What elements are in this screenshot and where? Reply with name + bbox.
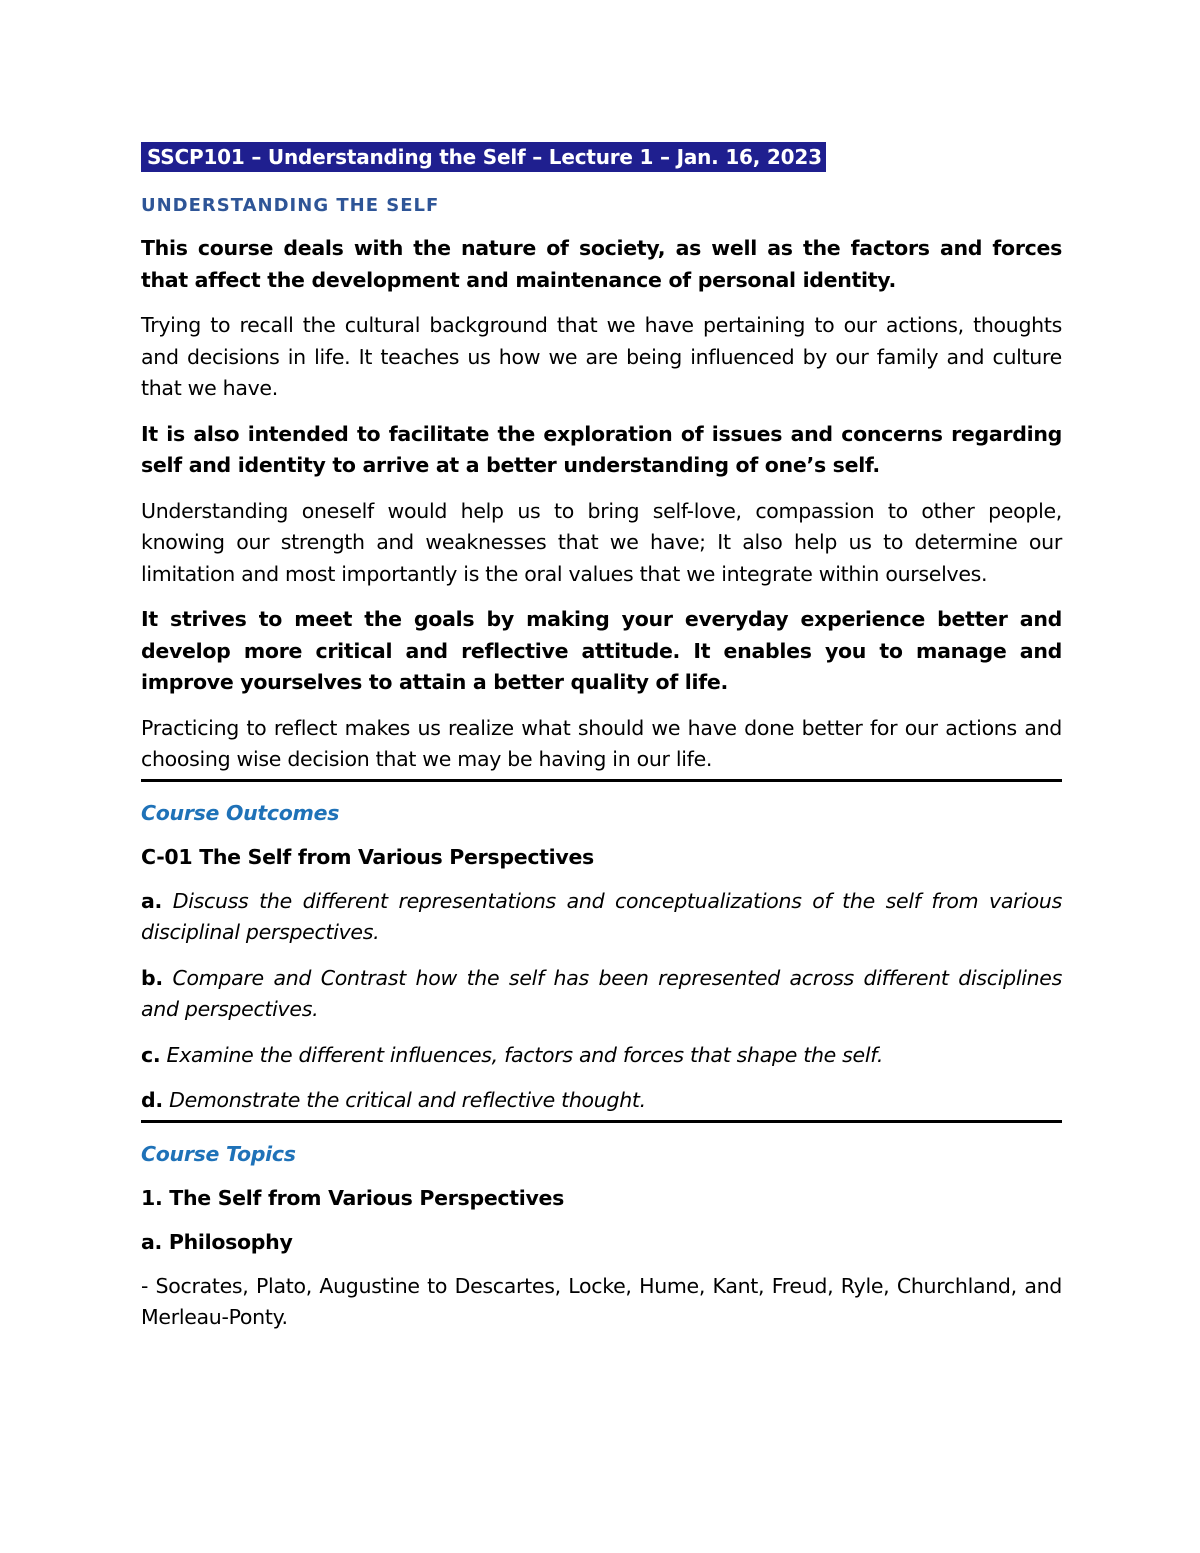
outcome-item xyxy=(141,886,1062,949)
section-heading-understanding-self: UNDERSTANDING THE SELF xyxy=(141,195,440,216)
outcome-subheading: C-01 The Self from Various Perspectives xyxy=(141,844,594,869)
intro-note-paragraph-1: Trying to recall the cultural background that we have pertaining to our actions, thoughts and decisions in life. It teaches us how we are being influenced by our family and culture that we have. xyxy=(141,313,1062,400)
outcome-item-label: a. xyxy=(141,888,163,913)
outcome-item-label: b. xyxy=(141,965,163,990)
outcome-item-text: Compare and Contrast how the self has been represented across different disciplines and perspectives. xyxy=(141,965,1062,1021)
document-page xyxy=(141,142,1062,1334)
intro-bold-paragraph-1: This course deals with the nature of society, as well as the factors and forces that affect the development and maintenance of personal identity. xyxy=(141,236,1062,292)
outcome-item xyxy=(141,1085,1062,1117)
topic-subheading: 1. The Self from Various Perspectives xyxy=(141,1185,565,1210)
outcome-item-label: c. xyxy=(141,1042,161,1067)
section-divider-1 xyxy=(141,779,1062,782)
intro-note-paragraph-2: Understanding oneself would help us to bring self-love, compassion to other people, knowing our strength and weaknesses that we have; It also help us to determine our limitation and most importantly is the oral values that we integrate within ourselves. xyxy=(141,498,1062,586)
outcome-item xyxy=(141,1040,1062,1072)
outcome-item-text: Discuss the different representations and conceptualizations of the self from various disciplinal perspectives. xyxy=(141,888,1062,944)
course-outcomes-heading: Course Outcomes xyxy=(141,800,340,825)
topic-philosophers-list: - Socrates, Plato, Augustine to Descartes, Locke, Hume, Kant, Freud, Ryle, Churchland, and Merleau-Ponty. xyxy=(141,1273,1062,1329)
section-divider-2 xyxy=(141,1120,1062,1123)
intro-bold-paragraph-3: It strives to meet the goals by making your everyday experience better and develop more critical and reflective attitude. It enables you to manage and improve yourselves to attain a better quality of life. xyxy=(141,607,1062,694)
lecture-title-banner: SSCP101 – Understanding the Self – Lecture 1 – Jan. 16, 2023 xyxy=(141,142,826,172)
intro-note-paragraph-3: Practicing to reflect makes us realize what should we have done better for our actions and choosing wise decision that we may be having in our life. xyxy=(141,715,1062,771)
outcome-item xyxy=(141,963,1062,1026)
topic-sub-item-philosophy: a. Philosophy xyxy=(141,1229,293,1254)
outcome-item-text: Examine the different influences, factors and forces that shape the self. xyxy=(160,1042,884,1067)
course-topics-heading: Course Topics xyxy=(141,1141,296,1166)
outcome-item-label: d. xyxy=(141,1088,163,1112)
intro-bold-paragraph-2: It is also intended to facilitate the exploration of issues and concerns regarding self and identity to arrive at a better understanding of one’s self. xyxy=(141,421,1062,477)
outcome-item-text: Demonstrate the critical and reflective thought. xyxy=(162,1088,646,1112)
